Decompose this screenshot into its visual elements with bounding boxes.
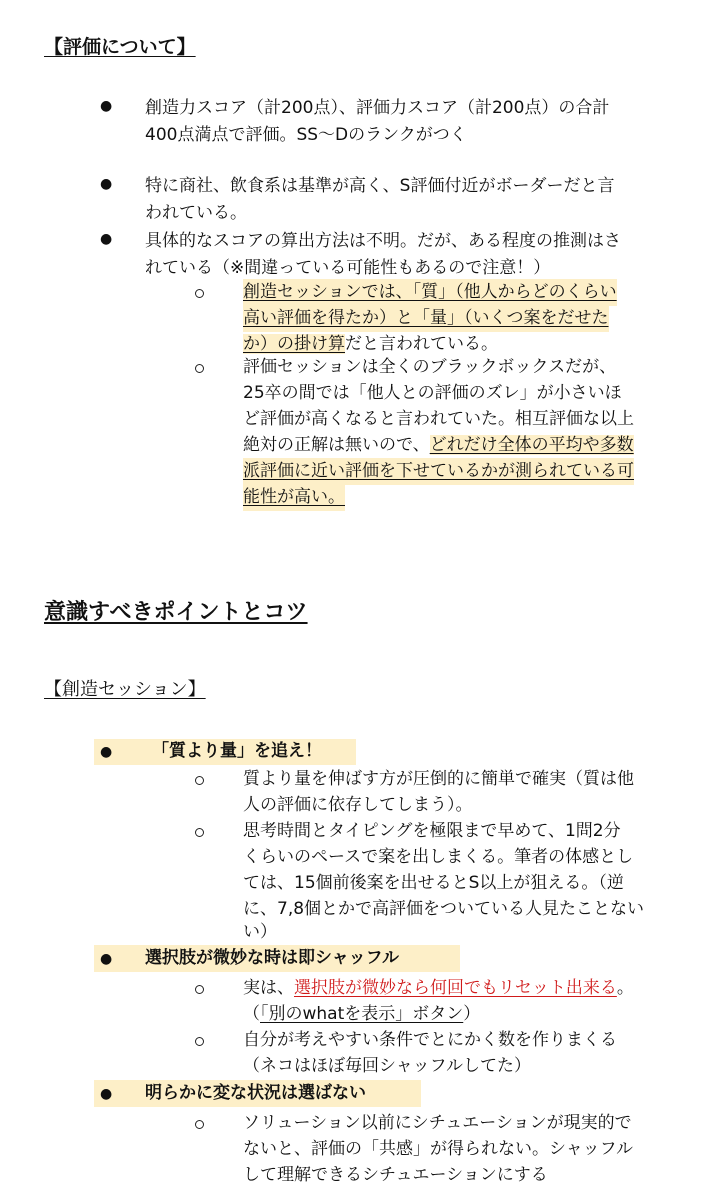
mixed-line xyxy=(243,975,634,1002)
highlighted-text: 創造セッションでは、「質」（他人からどのくらい xyxy=(243,279,617,306)
list-item-line: （ネコはほぼ毎回シャッフルしてた） xyxy=(243,1056,531,1076)
sub-bullet-circle xyxy=(195,289,204,298)
sub-bullet-circle xyxy=(195,364,204,373)
list-item-line: して理解できるシチュエーションにする xyxy=(243,1165,548,1185)
section-heading-points: 意識すべきポイントとコツ xyxy=(44,600,308,625)
plain-text: ） xyxy=(463,1004,481,1024)
sub-bullet-circle xyxy=(195,828,204,837)
mixed-line xyxy=(243,432,634,459)
list-item-line: ど評価が高くなると言われていた。相互評価な以上 xyxy=(243,409,634,429)
list-item-line: 質より量を伸ばす方が圧倒的に簡単で確実（質は他 xyxy=(243,769,634,789)
list-item-line: 自分が考えやすい条件でとにかく数を作りまくる xyxy=(243,1030,617,1050)
list-item-line: に、7,8個とかで高評価をついている人見たことない xyxy=(243,899,645,919)
list-item-line: われている。 xyxy=(145,203,247,223)
list-item-line: くらいのペースで案を出しまくる。筆者の体感とし xyxy=(243,847,634,867)
list-item-line: 400点満点で評価。SS〜Dのランクがつく xyxy=(145,125,467,145)
list-item-line: 特に商社、飲食系は基準が高く、S評価付近がボーダーだと言 xyxy=(145,176,615,196)
highlighted-text: どれだけ全体の平均や多数 xyxy=(429,435,634,455)
plain-text: 実は、 xyxy=(243,978,294,998)
sub-bullet-circle xyxy=(195,985,204,994)
bullet-dot: ● xyxy=(100,951,113,967)
list-item-line: ソリューション以前にシチュエーションが現実的で xyxy=(243,1113,632,1133)
highlighted-text: 派評価に近い評価を下せているかが測られている可 xyxy=(243,458,634,485)
list-item-line: 具体的なスコアの算出方法は不明。だが、ある程度の推測はさ xyxy=(145,231,621,251)
plain-text: 絶対の正解は無いので、 xyxy=(243,435,430,455)
point-title: 選択肢が微妙な時は即シャッフル xyxy=(145,948,399,968)
list-item-line: 評価セッションは全くのブラックボックスだが、 xyxy=(243,357,617,377)
subsection-heading-creative: 【創造セッション】 xyxy=(44,679,206,700)
sub-bullet-circle xyxy=(195,776,204,785)
sub-bullet-circle xyxy=(195,1120,204,1129)
button-reference-text: 「別のwhatを表示」ボタン xyxy=(260,1004,464,1024)
list-item-line: ては、15個前後案を出せるとS以上が狙える。（逆 xyxy=(243,873,624,893)
list-item-line: 思考時間とタイピングを極限まで早めて、1問2分 xyxy=(243,821,621,841)
highlighted-text: 高い評価を得たか）と「量」（いくつ案をだせた xyxy=(243,305,609,332)
list-item-line: ないと、評価の「共感」が得られない。シャッフル xyxy=(243,1139,633,1159)
point-title: 明らかに変な状況は選ばない xyxy=(145,1083,366,1103)
plain-text: （ xyxy=(243,1004,260,1024)
plain-text: 。 xyxy=(616,978,634,998)
sub-bullet-circle xyxy=(195,1037,204,1046)
highlighted-text: 能性が高い。 xyxy=(243,484,345,511)
list-item-line: い） xyxy=(243,922,277,942)
list-item-line: 25卒の間では「他人との評価のズレ」が小さいほ xyxy=(243,383,622,403)
red-emphasis-text: 選択肢が微妙なら何回でもリセット出来る xyxy=(294,978,617,998)
point-title: 「質より量」を追え！ xyxy=(152,741,322,761)
highlighted-text: か）の掛け算 xyxy=(243,334,345,354)
plain-text: だと言われている。 xyxy=(345,334,498,354)
section-heading-evaluation: 【評価について】 xyxy=(44,36,196,58)
mixed-line xyxy=(243,1001,480,1028)
bullet-dot: ● xyxy=(100,231,113,247)
bullet-dot: ● xyxy=(100,1086,113,1102)
bullet-dot: ● xyxy=(100,176,113,192)
list-item-line: れている（※間違っている可能性もあるので注意！） xyxy=(145,258,551,278)
bullet-dot: ● xyxy=(100,98,113,114)
list-item-line: 創造力スコア（計200点）、評価力スコア（計200点）の合計 xyxy=(145,98,610,118)
bullet-dot: ● xyxy=(100,744,113,760)
list-item-line: 人の評価に依存してしまう）。 xyxy=(243,795,473,815)
